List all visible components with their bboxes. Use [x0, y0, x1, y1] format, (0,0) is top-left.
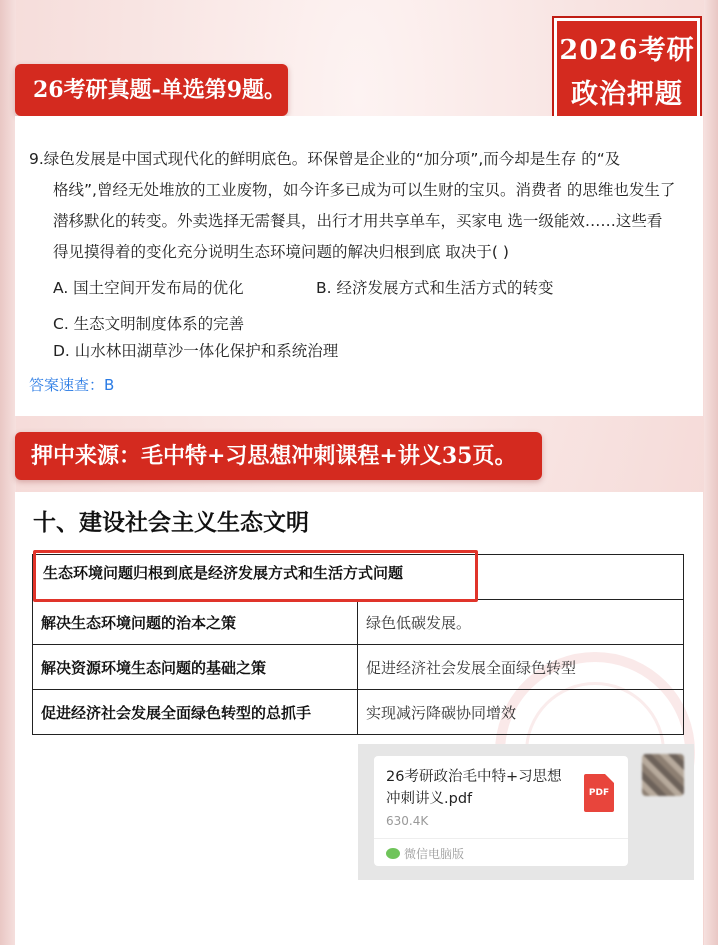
table-cell-value: 绿色低碳发展。 — [358, 600, 684, 645]
table-row — [33, 600, 684, 645]
file-source-label: 微信电脑版 — [404, 847, 465, 861]
table-row — [33, 645, 684, 690]
highlight-box — [33, 550, 478, 602]
question-line: 格线”,曾经无处堆放的工业废物，如今许多已成为可以生财的宝贝。消费者 的思维也发生了 — [53, 181, 676, 199]
question-line: 潜移默化的转变。外卖选择无需餐具，出行才用共享单车，买家电 选一级能效……这些看 — [53, 212, 663, 230]
question-stem — [29, 144, 695, 268]
question-line: 得见摸得着的变化充分说明生态环境问题的解决归根到底 取决于( ) — [53, 243, 509, 261]
stamp-line1: 2026考研 — [559, 35, 695, 66]
source-ribbon: 押中来源：毛中特+习思想冲刺课程+讲义35页。 — [15, 432, 542, 480]
table-cell-key: 解决生态环境问题的治本之策 — [33, 600, 358, 645]
table-cell-value: 促进经济社会发展全面绿色转型 — [358, 645, 684, 690]
file-size: 630.4K — [386, 814, 429, 828]
avatar[interactable] — [642, 754, 684, 796]
stamp-line2: 政治押题 — [571, 79, 683, 110]
pdf-icon: PDF — [584, 774, 614, 812]
table-row — [33, 690, 684, 735]
table-cell-value: 实现减污降碳协同增效 — [358, 690, 684, 735]
exam-question-ribbon: 26考研真题-单选第9题。 — [15, 64, 288, 116]
left-border — [0, 0, 16, 945]
highlighted-statement: 生态环境问题归根到底是经济发展方式和生活方式问题 — [43, 564, 404, 582]
option-a: A. 国土空间开发布局的优化 — [53, 279, 244, 297]
question-card — [15, 116, 703, 416]
wechat-icon — [386, 848, 400, 859]
file-attachment-card[interactable] — [374, 756, 628, 866]
option-c: C. 生态文明制度体系的完善 — [53, 315, 245, 333]
option-d: D. 山水林田湖草沙一体化保护和系统治理 — [53, 342, 339, 360]
table-cell-key: 促进经济社会发展全面绿色转型的总抓手 — [33, 690, 358, 735]
file-source — [386, 845, 464, 862]
answer-key: 答案速查：B — [29, 376, 115, 394]
option-b: B. 经济发展方式和生活方式的转变 — [316, 279, 554, 297]
question-line: 9.绿色发展是中国式现代化的鲜明底色。环保曾是企业的“加分项”,而今却是生存 的“及 — [29, 150, 621, 168]
divider — [374, 838, 628, 839]
file-name: 26考研政治毛中特+习思想冲刺讲义.pdf — [386, 769, 562, 807]
table-cell-key: 解决资源环境生态问题的基础之策 — [33, 645, 358, 690]
section-title: 十、建设社会主义生态文明 — [33, 509, 309, 536]
title-stamp — [554, 18, 700, 126]
right-border — [704, 0, 718, 945]
